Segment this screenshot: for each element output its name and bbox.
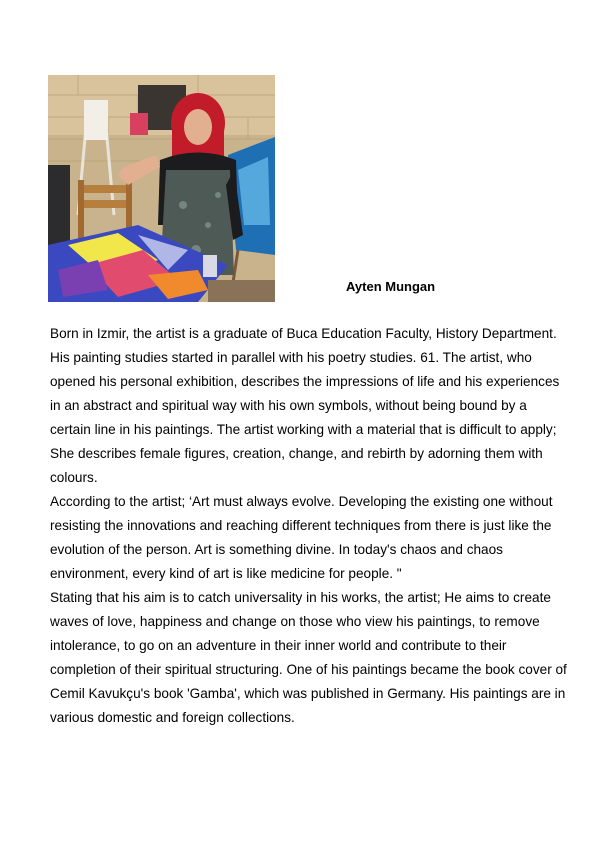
bio-paragraph: According to the artist; ‘Art must always evolve. Developing the existing one without resisting the innovations and reaching different techniques from there is just like the evolution of the person. Art is something divine. In today's chaos and chaos environment, every kind of art is like medicine for people. ": [50, 494, 553, 581]
bio-paragraph: Stating that his aim is to catch universality in his works, the artist; He aims to create waves of love, happiness and change on those who view his paintings, to remove intolerance, to go on an adventure in their inner world and contribute to their completion of their spiritual structuring. One of his paintings became the book cover of Cemil Kavukçu's book 'Gamba', which was published in Germany. His paintings are in various domestic and foreign collections.: [50, 590, 567, 725]
artist-photo: [48, 75, 275, 302]
bio-paragraph: Born in Izmir, the artist is a graduate of Buca Education Faculty, History Department. His painting studies started in parallel with his poetry studies. 61. The artist, who opened his personal exhibition, describes the impressions of life and his experiences in an abstract and spiritual way with his own symbols, without being bound by a certain line in his paintings. The artist working with a material that is difficult to apply; She describes female figures, creation, change, and rebirth by adorning them with colours.: [50, 326, 560, 485]
artist-photo-illustration: [48, 75, 275, 302]
artist-name: Ayten Mungan: [346, 279, 436, 294]
artist-biography: [50, 322, 570, 730]
